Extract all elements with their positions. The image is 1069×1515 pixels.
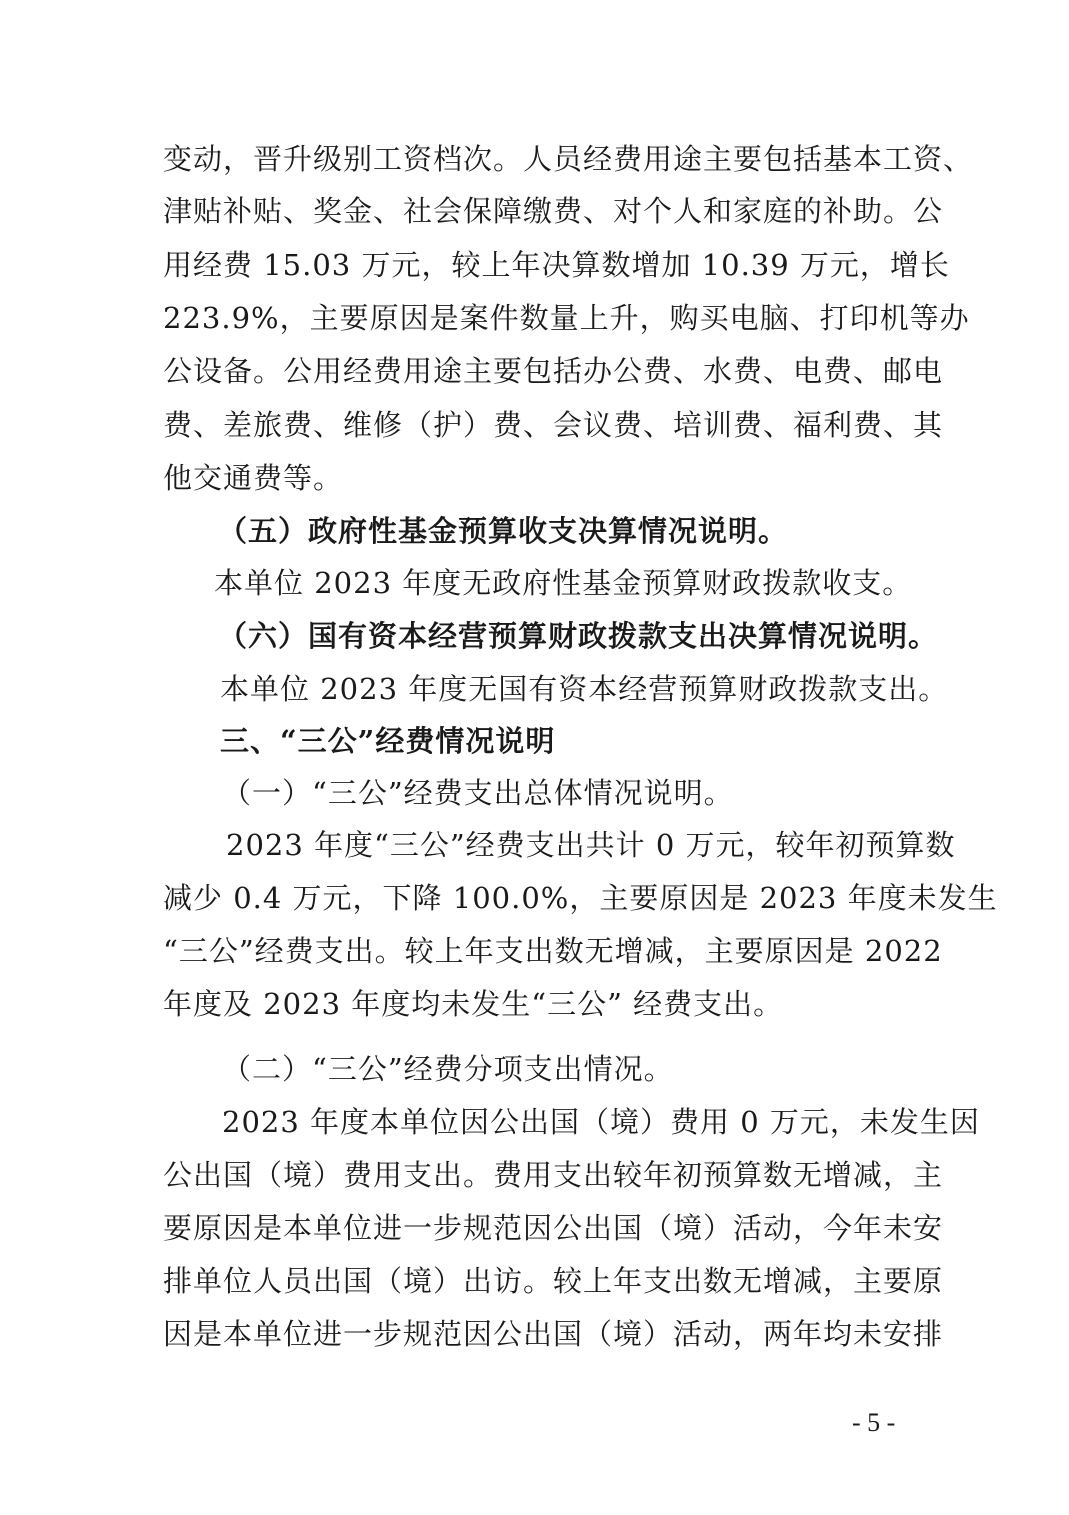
paragraph-line: 排单位人员出国（境）出访。较上年支出数无增减，主要原 xyxy=(163,1264,944,1298)
paragraph-line: 公出国（境）费用支出。费用支出较年初预算数无增减，主 xyxy=(163,1158,944,1192)
paragraph-line: 本单位 2023 年度无国有资本经营预算财政拨款支出。 xyxy=(220,672,949,706)
paragraph-line: 本单位 2023 年度无政府性基金预算财政拨款收支。 xyxy=(214,566,913,600)
paragraph-line: 费、差旅费、维修（护）费、会议费、培训费、福利费、其 xyxy=(163,408,944,442)
section-heading: （一）“三公”经费支出总体情况说明。 xyxy=(222,776,734,810)
paragraph-line: 2023 年度本单位因公出国（境）费用 0 万元，未发生因 xyxy=(222,1105,980,1139)
paragraph-line: 减少 0.4 万元，下降 100.0%，主要原因是 2023 年度未发生 xyxy=(163,881,998,915)
paragraph-line: 津贴补贴、奖金、社会保障缴费、对个人和家庭的补助。公 xyxy=(163,194,944,228)
chapter-heading: 三、“三公”经费情况说明 xyxy=(220,724,556,758)
page-number: - 5 - xyxy=(852,1408,896,1437)
section-heading: （二）“三公”经费分项支出情况。 xyxy=(222,1052,674,1086)
paragraph-line: 用经费 15.03 万元，较上年决算数增加 10.39 万元，增长 xyxy=(163,248,950,282)
paragraph-line: 公设备。公用经费用途主要包括办公费、水费、电费、邮电 xyxy=(163,354,944,388)
paragraph-line: 变动，晋升级别工资档次。人员经费用途主要包括基本工资、 xyxy=(163,142,974,176)
paragraph-line: 年度及 2023 年度均未发生“三公” 经费支出。 xyxy=(163,987,784,1021)
paragraph-line: 因是本单位进一步规范因公出国（境）活动，两年均未安排 xyxy=(163,1317,944,1351)
section-heading: （五）政府性基金预算收支决算情况说明。 xyxy=(218,514,789,548)
paragraph-line: 要原因是本单位进一步规范因公出国（境）活动，今年未安 xyxy=(163,1211,944,1245)
paragraph-line: 223.9%，主要原因是案件数量上升，购买电脑、打印机等办 xyxy=(163,301,970,335)
paragraph-line: 他交通费等。 xyxy=(163,461,344,495)
paragraph-line: “三公”经费支出。较上年支出数无增减，主要原因是 2022 xyxy=(163,934,943,968)
section-heading: （六）国有资本经营预算财政拨款支出决算情况说明。 xyxy=(218,619,939,653)
paragraph-line: 2023 年度“三公”经费支出共计 0 万元，较年初预算数 xyxy=(226,828,956,862)
